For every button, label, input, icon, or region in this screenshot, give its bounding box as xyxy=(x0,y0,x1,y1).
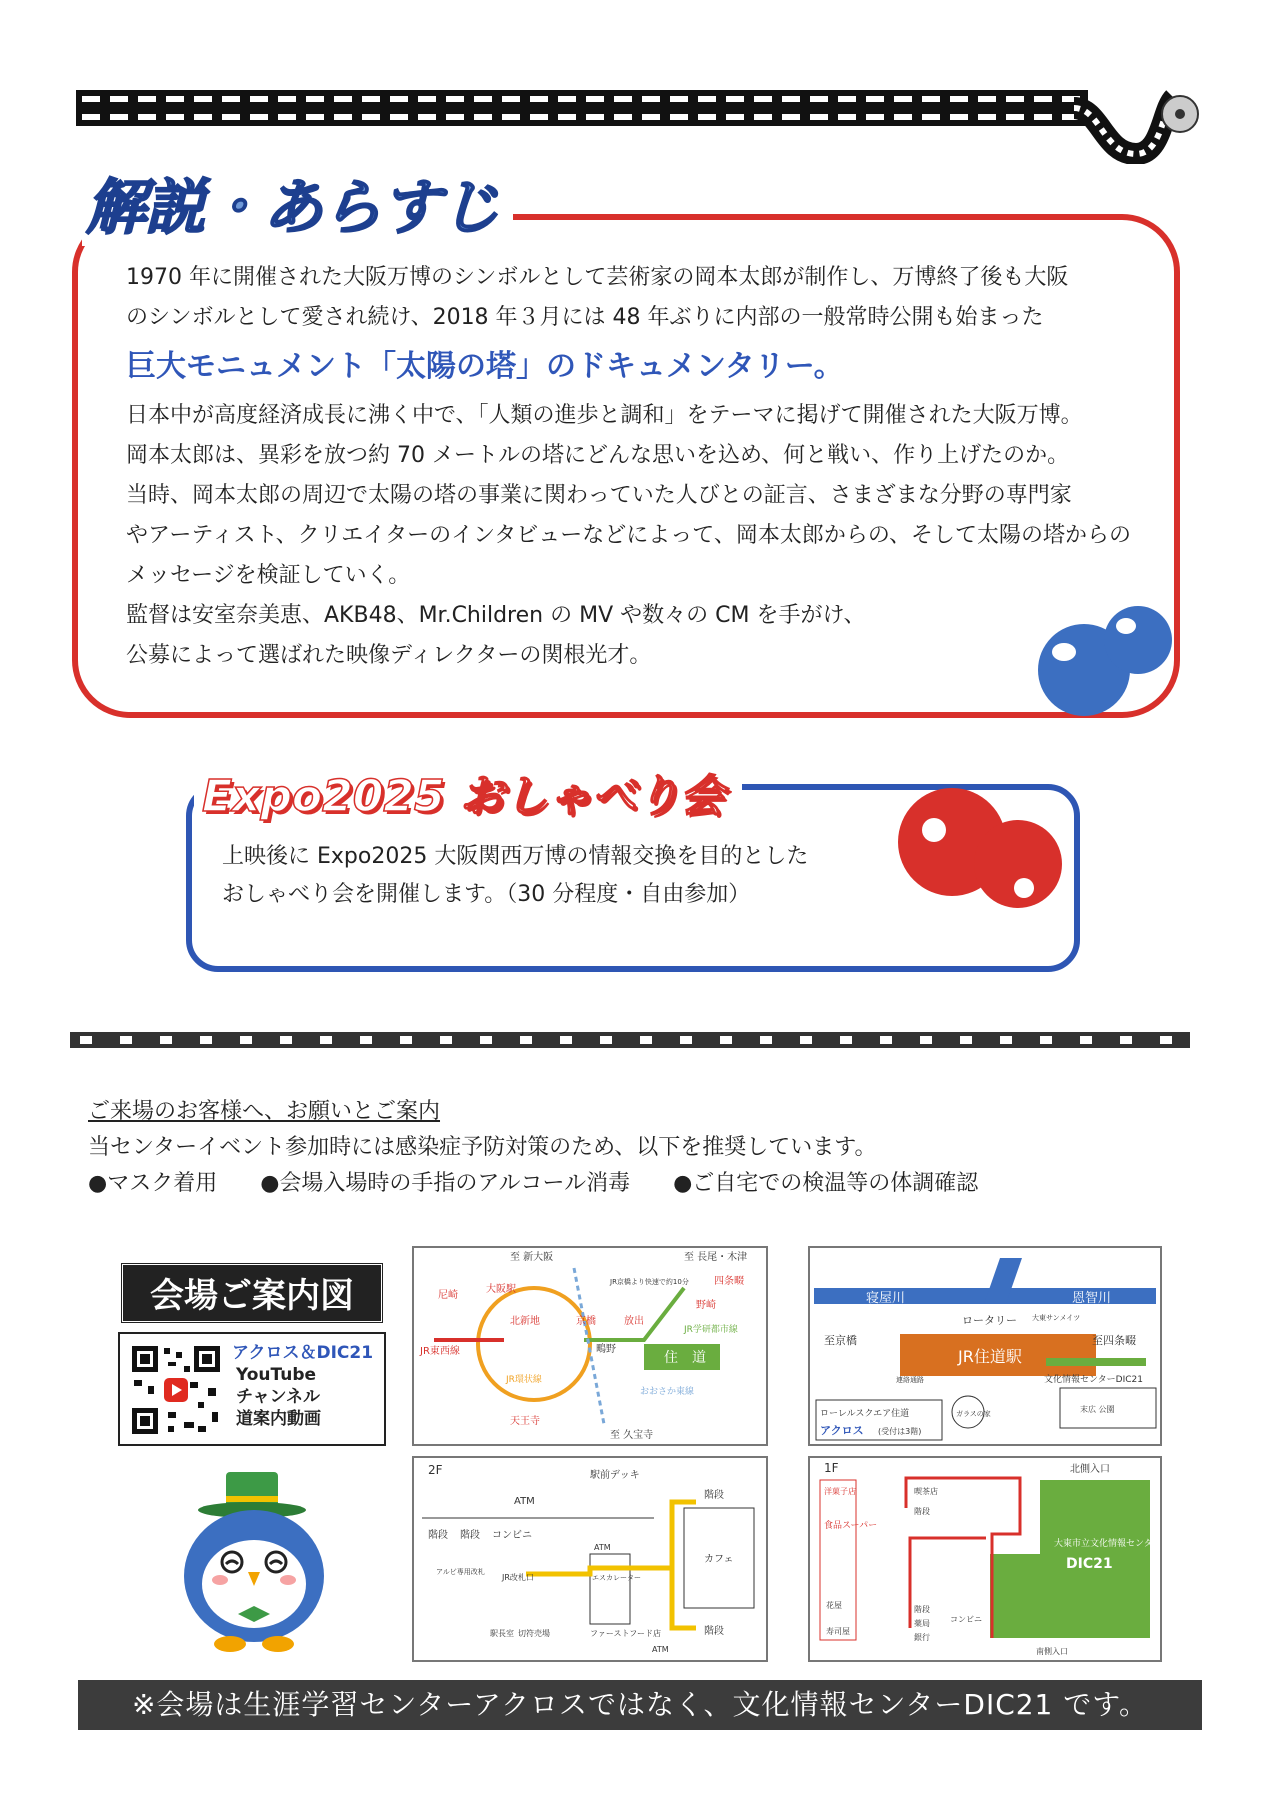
visitor-notice xyxy=(88,1094,1188,1202)
floor2-label: ファーストフード店 xyxy=(590,1629,661,1638)
floor1-label: 洋菓子店 xyxy=(824,1487,856,1496)
expo-chat-line: 上映後に Expo2025 大阪関西万博の情報交換を目的とした xyxy=(222,844,809,869)
floor1-label: 薬局 xyxy=(914,1619,930,1628)
venue-map-heading: 会場ご案内図 xyxy=(120,1262,384,1324)
synopsis-intro-line: のシンボルとして愛され続け、2018 年３月には 48 年ぶりに内部の一般常時公開も始まった xyxy=(126,305,1044,330)
station-label: 至四条畷 xyxy=(1092,1334,1136,1347)
route-label: 住 道 xyxy=(664,1350,706,1366)
qr-code-icon[interactable] xyxy=(128,1342,224,1438)
route-label: 至 長尾・木津 xyxy=(684,1252,748,1263)
route-label: JR東西線 xyxy=(420,1346,460,1357)
blue-bubbles-decoration xyxy=(1030,600,1180,720)
route-label: 北新地 xyxy=(510,1316,540,1327)
route-map-drawing xyxy=(414,1248,766,1444)
station-label: 恩智川 xyxy=(1072,1291,1112,1306)
route-label: 野崎 xyxy=(696,1300,716,1311)
route-label: 四条畷 xyxy=(714,1276,744,1287)
station-label: 末広 公園 xyxy=(1080,1405,1115,1414)
route-label: 放出 xyxy=(624,1316,644,1327)
notice-bullets xyxy=(88,1166,1188,1202)
synopsis-line: 岡本太郎は、異彩を放つ約 70 メートルの塔にどんな思いを込め、何と戦い、作り上げたのか。 xyxy=(126,443,1070,468)
floor2-label: 階段 xyxy=(704,1490,724,1501)
owl-mascot-icon xyxy=(168,1466,340,1654)
floor2-label: 階段 xyxy=(460,1530,480,1541)
floor2-label: エスカレーター xyxy=(592,1574,641,1582)
notice-bullet: ●マスク着用 xyxy=(88,1171,218,1196)
floor1-label: コンビニ xyxy=(950,1615,982,1624)
floor1-label: 銀行 xyxy=(914,1633,930,1642)
floor-2f-map xyxy=(412,1456,768,1662)
synopsis-line: メッセージを検証していく。 xyxy=(126,563,411,588)
floor-1f-map xyxy=(808,1456,1162,1662)
floor1-label: 階段 xyxy=(914,1507,930,1516)
floor2-label: ATM xyxy=(652,1645,669,1654)
floor2-label: ATM xyxy=(514,1496,535,1507)
film-reel-icon xyxy=(1070,74,1200,164)
qr-caption xyxy=(236,1364,321,1430)
route-label: JR環状線 xyxy=(506,1375,542,1385)
notice-body: 当センターイベント参加時には感染症予防対策のため、以下を推奨しています。 xyxy=(88,1135,877,1160)
station-label: 至京橋 xyxy=(824,1334,857,1347)
synopsis-highlight: 巨大モニュメント「太陽の塔」のドキュメンタリー。 xyxy=(126,349,844,384)
floor1-label: 階段 xyxy=(914,1605,930,1614)
synopsis-line: 当時、岡本太郎の周辺で太陽の塔の事業に関わっていた人びとの証言、さまざまな分野の専門家 xyxy=(126,483,1072,508)
synopsis-body xyxy=(126,258,1136,676)
station-map-drawing xyxy=(810,1248,1160,1444)
youtube-qr-card[interactable] xyxy=(118,1332,386,1446)
synopsis-line: やアーティスト、クリエイターのインタビューなどによって、岡本太郎からの、そして太陽の塔からの xyxy=(126,523,1131,548)
route-label: 至 新大阪 xyxy=(510,1252,554,1263)
station-label: (受付は3階) xyxy=(878,1427,922,1436)
floor2-label: 駅長室 xyxy=(490,1629,514,1638)
floor1-label: 食品スーパー xyxy=(824,1521,878,1531)
synopsis-heading: 解説・あらすじ xyxy=(82,160,513,246)
qr-caption-line: 道案内動画 xyxy=(236,1409,321,1429)
floor2-label: 階段 xyxy=(428,1530,448,1541)
floor-2f-drawing xyxy=(414,1458,766,1660)
station-label: 寝屋川 xyxy=(866,1291,906,1306)
floor1-label: 花屋 xyxy=(826,1601,842,1610)
floor2-label: 階段 xyxy=(704,1626,724,1637)
expo-chat-line: おしゃべり会を開催します。（30 分程度・自由参加） xyxy=(222,882,751,907)
floor2-label: コンビニ xyxy=(492,1530,532,1541)
floor2-label: 2F xyxy=(428,1463,443,1477)
floor1-label: 寿司屋 xyxy=(826,1627,850,1636)
floor1-label: 北側入口 xyxy=(1070,1464,1110,1475)
floor1-label: 大東市立文化情報センター xyxy=(1054,1539,1160,1549)
notice-bullet: ●会場入場時の手指のアルコール消毒 xyxy=(260,1171,631,1196)
route-label: JR京橋より快速で約10分 xyxy=(610,1278,689,1286)
route-label: 天王寺 xyxy=(510,1416,540,1427)
film-strip-divider xyxy=(70,1030,1190,1050)
floor2-label: ATM xyxy=(594,1543,611,1552)
route-label: JR学研都市線 xyxy=(684,1325,738,1335)
red-bubbles-decoration xyxy=(890,784,1080,914)
venue-footnote: ※会場は生涯学習センターアクロスではなく、文化情報センターDIC21 です。 xyxy=(78,1680,1202,1730)
floor1-label: DIC21 xyxy=(1066,1556,1113,1572)
station-label: アクロス xyxy=(820,1424,864,1437)
station-label: 大東サンメイツ xyxy=(1032,1314,1081,1322)
route-label: 尼崎 xyxy=(438,1290,458,1301)
route-label: 鴫野 xyxy=(596,1344,616,1355)
synopsis-line: 公募によって選ばれた映像ディレクターの関根光才。 xyxy=(126,643,652,668)
station-label: ロータリー xyxy=(962,1314,1017,1327)
station-label: ローレルスクエア住道 xyxy=(820,1409,910,1419)
synopsis-line: 監督は安室奈美恵、AKB48、Mr.Children の MV や数々の CM を手がけ、 xyxy=(126,603,866,628)
qr-brand: アクロス＆DIC21 xyxy=(232,1343,374,1363)
station-label: JR住道駅 xyxy=(958,1347,1022,1366)
synopsis-intro-line: 1970 年に開催された大阪万博のシンボルとして芸術家の岡本太郎が制作し、万博終了後も大阪 xyxy=(126,265,1069,290)
route-label: 京橋 xyxy=(576,1316,596,1327)
floor2-label: 切符売場 xyxy=(518,1629,550,1638)
floor2-label: 駅前デッキ xyxy=(590,1470,640,1481)
floor2-label: JR改札口 xyxy=(502,1573,534,1582)
floor1-label: 喫茶店 xyxy=(914,1487,938,1496)
station-label: 文化情報センターDIC21 xyxy=(1044,1375,1143,1385)
notice-title: ご来場のお客様へ、お願いとご案内 xyxy=(88,1099,441,1124)
qr-caption-line: YouTube xyxy=(236,1365,317,1385)
qr-caption-line: チャンネル xyxy=(236,1387,320,1407)
route-label: 大阪駅 xyxy=(486,1284,516,1295)
synopsis-line: 日本中が高度経済成長に沸く中で、「人類の進歩と調和」をテーマに掲げて開催された大阪万博。 xyxy=(126,403,1083,428)
station-label: 連絡通路 xyxy=(896,1376,924,1384)
film-strip-top xyxy=(76,90,1088,126)
station-label: ガラスの家 xyxy=(956,1410,991,1418)
floor2-label: カフェ xyxy=(704,1554,734,1565)
floor-1f-drawing xyxy=(810,1458,1160,1660)
expo-chat-heading: Expo2025 おしゃべり会 xyxy=(194,760,742,824)
expo-chat-body xyxy=(222,838,922,914)
station-area-map xyxy=(808,1246,1162,1446)
route-label: おおさか東線 xyxy=(640,1387,695,1397)
notice-bullet: ●ご自宅での検温等の体調確認 xyxy=(673,1171,979,1196)
route-label: 至 久宝寺 xyxy=(610,1430,654,1441)
floor1-label: 1F xyxy=(824,1461,839,1475)
floor2-label: アルビ専用改札 xyxy=(436,1568,485,1576)
floor1-label: 南側入口 xyxy=(1036,1647,1068,1656)
railway-route-map xyxy=(412,1246,768,1446)
